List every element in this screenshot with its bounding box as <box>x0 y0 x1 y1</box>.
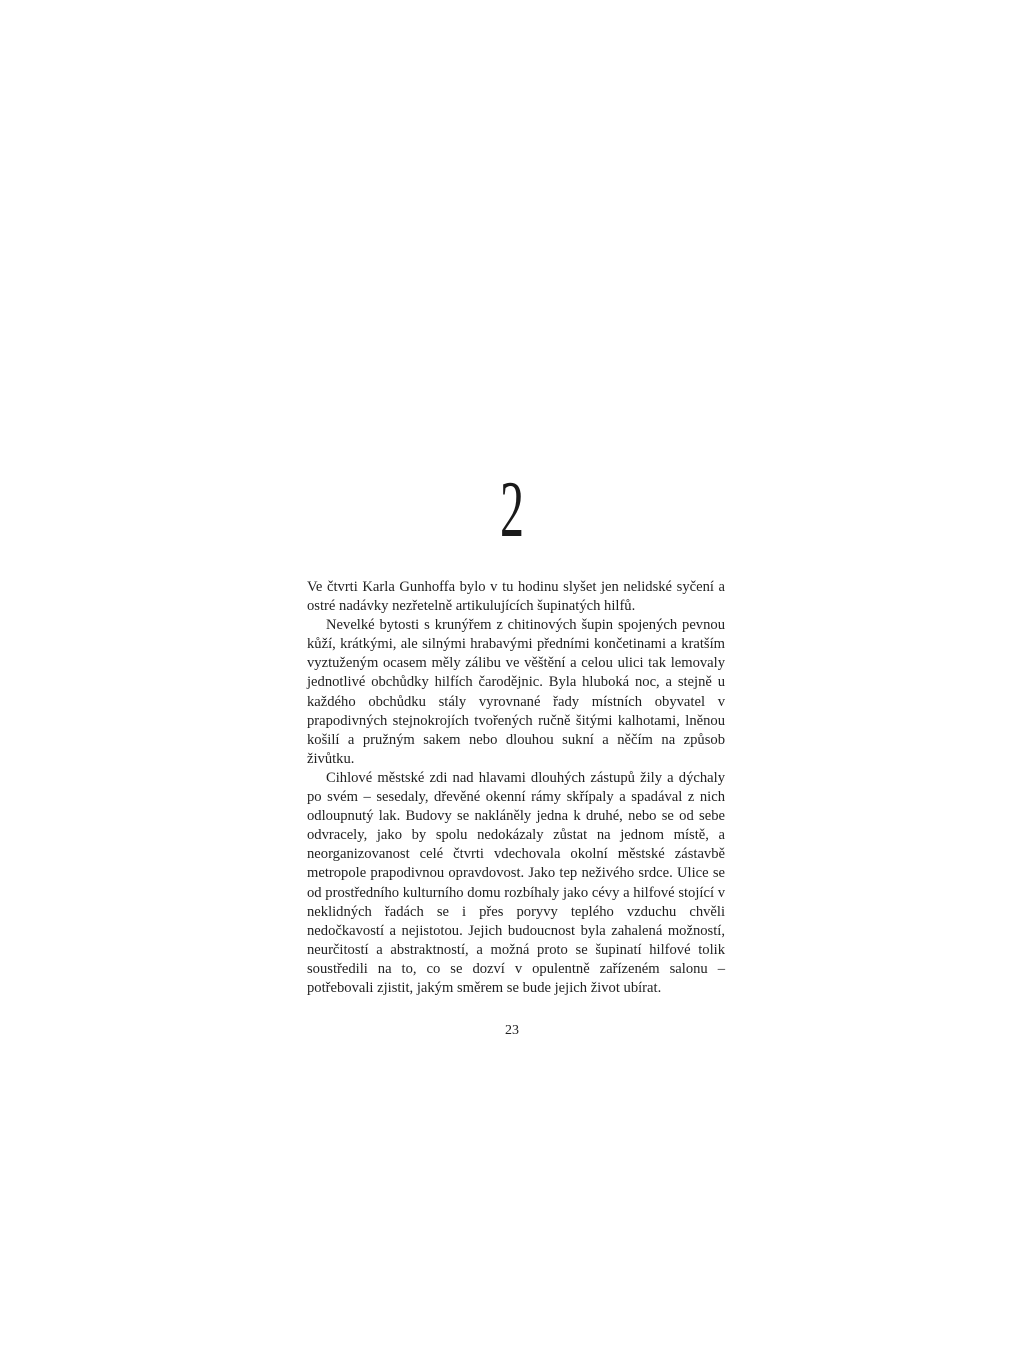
chapter-number: 2 <box>500 466 524 554</box>
paragraph-3: Cihlové městské zdi nad hlavami dlouhých zástupů žily a dýchaly po svém – sesedaly, dřevěné okenní rámy skřípaly a spadával z nich odloupnutý lak. Budovy se nakláněly jedna k druhé, nebo se od sebe odvracely, jako by spolu nedokázaly zůstat na jednom místě, a neorganizovanost celé čtvrti vdechovala okolní městské zástavbě metropole prapodivnou opravdovost. Jako tep neživého srdce. Ulice se od prostředního kulturního domu rozbíhaly jako cévy a hilfové stojící v neklidných řadách se i přes poryvy teplého vzduchu chvěli nedočkavostí a nejistotou. Jejich budoucnost byla zahalená možností, neurčitostí a abstraktností, a možná proto se šupinatí hilfové tolik soustředili na to, co se dozví v opulentně zařízeném salonu – potřebovali zjistit, jakým směrem se bude jejich život ubírat. <box>307 769 725 996</box>
chapter-text <box>307 578 725 998</box>
page-number: 23 <box>505 1023 519 1038</box>
paragraph-2: Nevelké bytosti s krunýřem z chitinových šupin spojených pevnou kůží, krátkými, ale silnými hrabavými předními končetinami a kratším vyztuženým ocasem měly zálibu ve věštění a celou ulici tak lemovaly jednotlivé obchůdky hilfích čarodějnic. Byla hluboká noc, a stejně u každého obchůdku stály vyrovnané řady místních obyvatel v prapodivných stejnokrojích tvořených ručně šitými kalhotami, lněnou košilí a pružným sakem nebo dlouhou sukní a něčím na způsob živůtku. <box>307 617 725 767</box>
paragraph-1: Ve čtvrti Karla Gunhoffa bylo v tu hodinu slyšet jen nelidské syčení a ostré nadávky nezřetelně artikulujících šupinatých hilfů. <box>307 579 725 615</box>
